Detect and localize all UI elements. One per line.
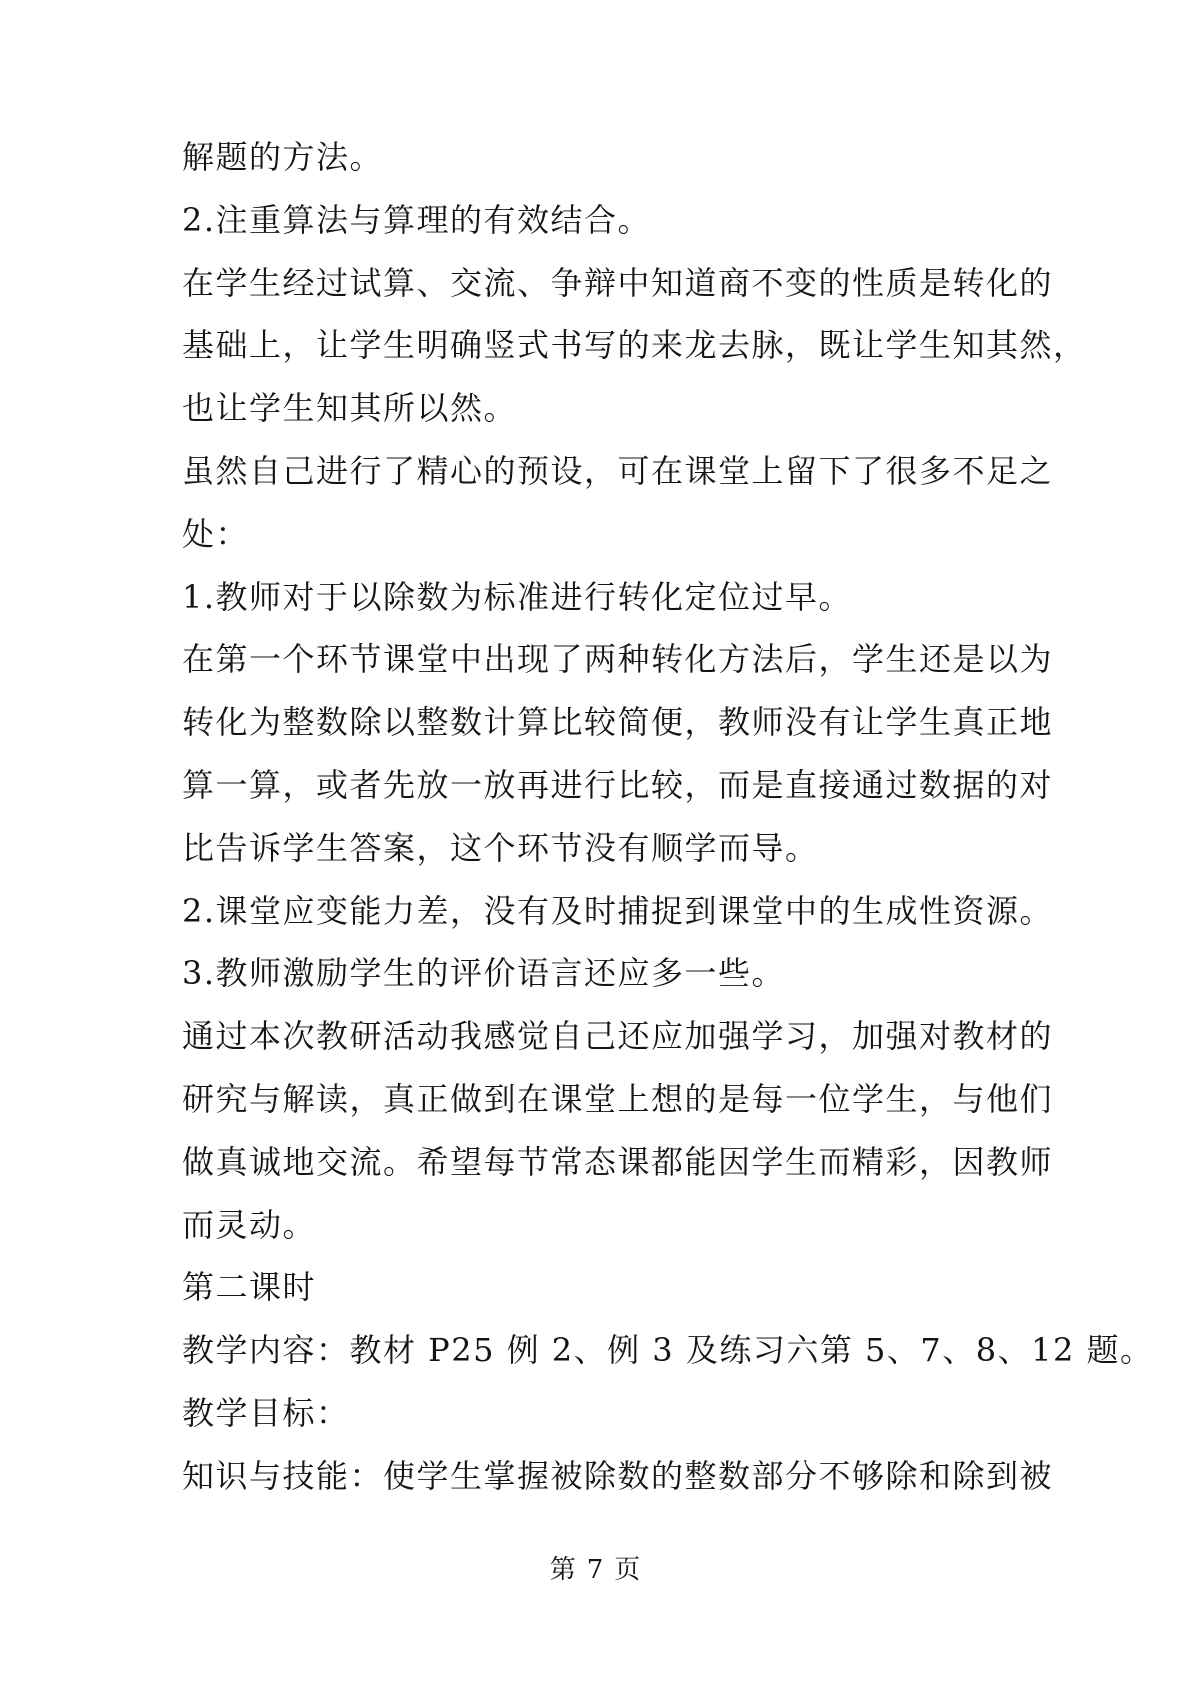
text-line: 2.课堂应变能力差，没有及时捕捉到课堂中的生成性资源。	[182, 891, 1054, 930]
document-body	[182, 137, 1154, 1519]
page-label-prefix: 第	[549, 1555, 577, 1585]
text-line: 在第一个环节课堂中出现了两种转化方法后，学生还是以为	[182, 640, 1054, 679]
text-line: 在学生经过试算、交流、争辩中知道商不变的性质是转化的	[182, 263, 1054, 302]
text-line: 基础上，让学生明确竖式书写的来龙去脉，既让学生知其然，	[182, 326, 1087, 365]
text-line: 解题的方法。	[182, 138, 384, 176]
text-line: 通过本次教研活动我感觉自己还应加强学习，加强对教材的	[182, 1017, 1054, 1056]
text-line: 也让学生知其所以然。	[182, 389, 518, 428]
text-line: 转化为整数除以整数计算比较简便，教师没有让学生真正地	[182, 703, 1054, 742]
page-number: 7	[586, 1555, 605, 1585]
text-line: 处：	[182, 514, 250, 553]
text-line: 算一算，或者先放一放再进行比较，而是直接通过数据的对	[182, 765, 1054, 804]
page-label-suffix: 页	[614, 1555, 642, 1585]
text-line: 2.注重算法与算理的有效结合。	[182, 200, 652, 239]
text-line: 比告诉学生答案，这个环节没有顺学而导。	[182, 828, 819, 867]
text-line: 而灵动。	[182, 1205, 317, 1244]
text-line: 3.教师激励学生的评价语言还应多一些。	[182, 954, 786, 993]
text-line: 教学目标：	[182, 1393, 350, 1432]
text-line: 做真诚地交流。希望每节常态课都能因学生而精彩，因教师	[182, 1142, 1054, 1181]
text-line: 研究与解读，真正做到在课堂上想的是每一位学生，与他们	[182, 1079, 1054, 1118]
page-footer	[0, 1554, 1191, 1586]
text-line: 教学内容：教材 P25 例 2、例 3 及练习六第 5、7、8、12 题。	[182, 1331, 1154, 1370]
text-line: 虽然自己进行了精心的预设，可在课堂上留下了很多不足之	[182, 451, 1054, 490]
text-line: 知识与技能：使学生掌握被除数的整数部分不够除和除到被	[182, 1456, 1054, 1495]
text-line: 1.教师对于以除数为标准进行转化定位过早。	[182, 577, 853, 616]
section-heading: 第二课时	[182, 1268, 317, 1307]
